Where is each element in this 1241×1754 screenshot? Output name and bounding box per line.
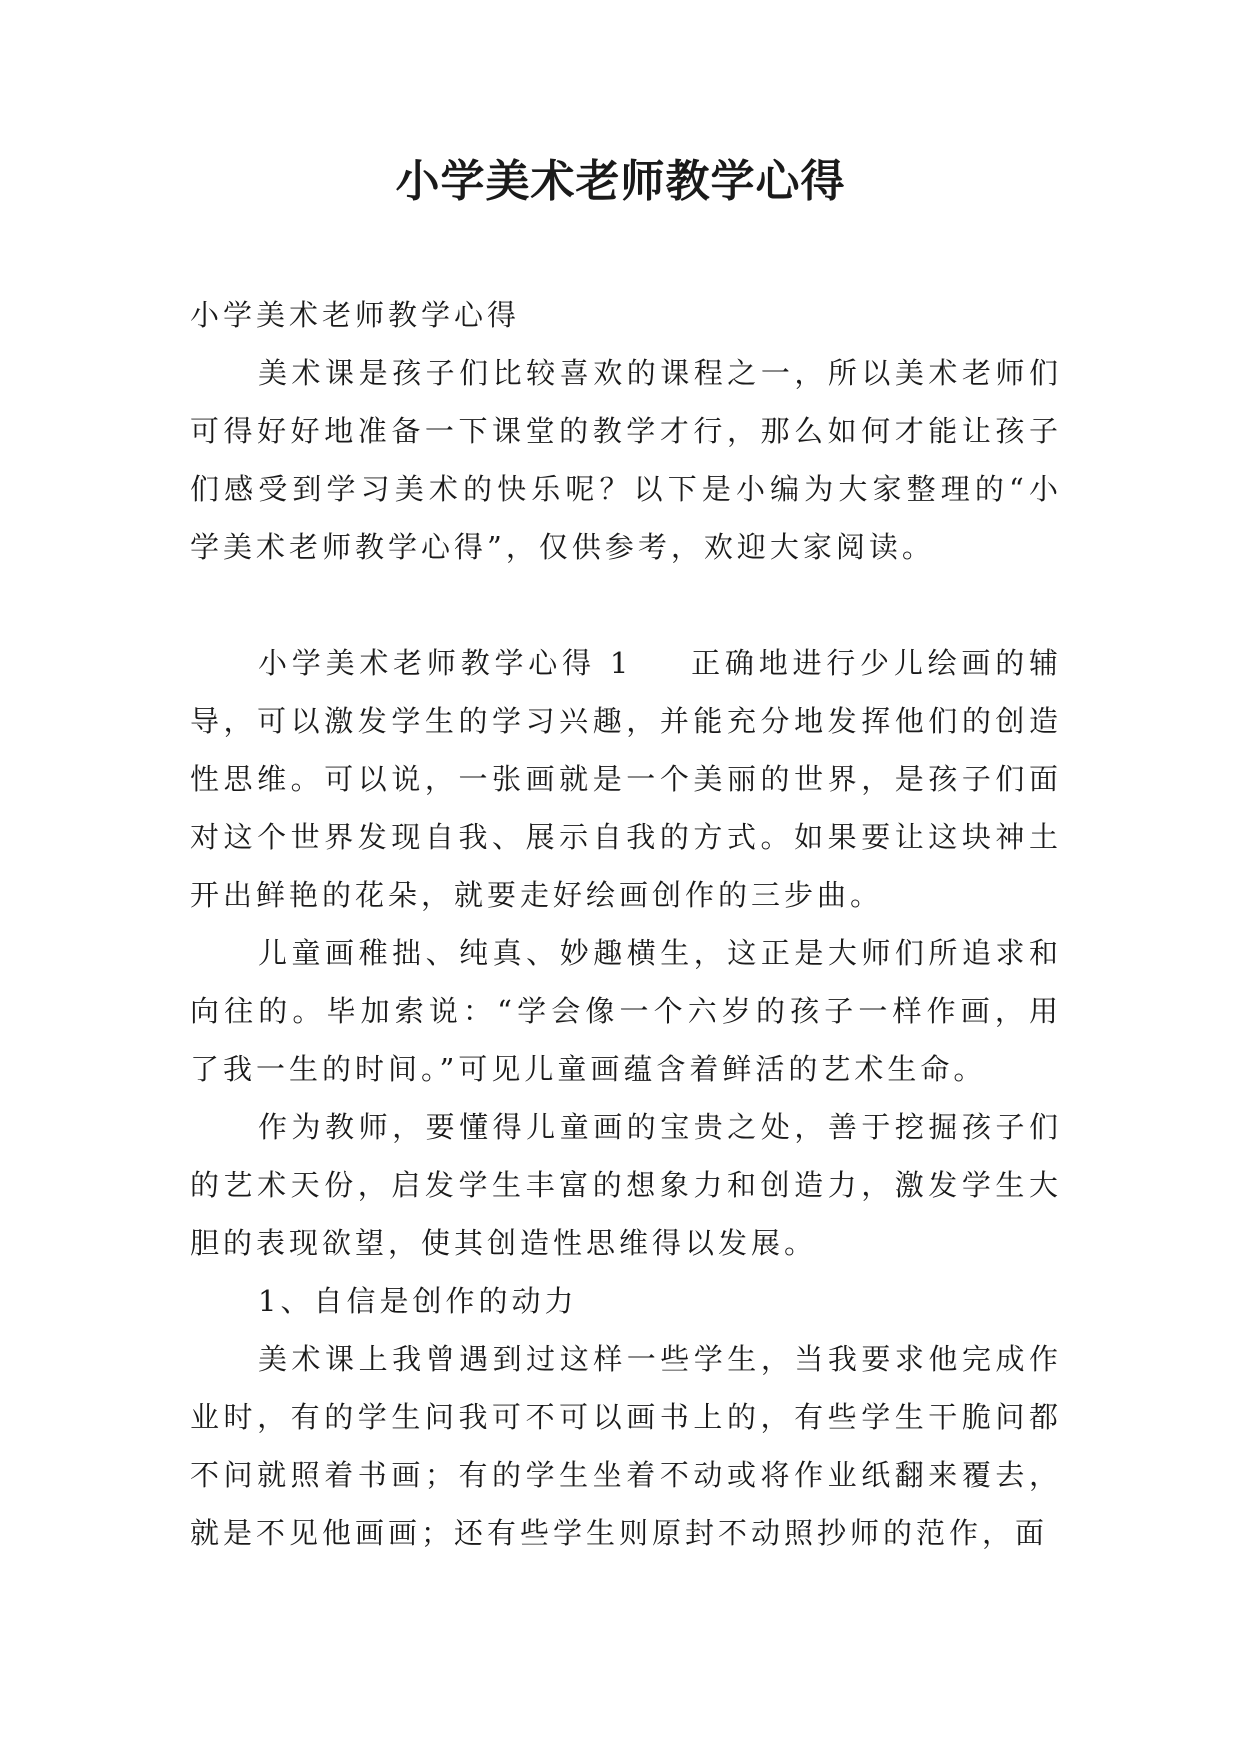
paragraph-2: 儿童画稚拙、纯真、妙趣横生，这正是大师们所追求和向往的。毕加索说：“学会像一个六岁的孩子一样作画，用了我一生的时间。”可见儿童画蕴含着鲜活的艺术生命。 <box>190 936 1062 1086</box>
section-1-text: 正确地进行少儿绘画的辅导，可以激发学生的学习兴趣，并能充分地发挥他们的创造性思维。可以说，一张画就是一个美丽的世界，是孩子们面对这个世界发现自我、展示自我的方式。如果要让这块神土开出鲜艳的花朵，就要走好绘画创作的三步曲。 <box>190 646 1062 912</box>
point-1-heading: 1、自信是创作的动力 <box>258 1284 578 1318</box>
document-title: 小学美术老师教学心得 <box>395 156 846 207</box>
paragraph-spacer <box>190 576 1062 634</box>
paragraph-3: 作为教师，要懂得儿童画的宝贵之处，善于挖掘孩子们的艺术天份，启发学生丰富的想象力和创造力，激发学生大胆的表现欲望，使其创造性思维得以发展。 <box>190 1110 1062 1260</box>
section-1-paragraph <box>190 634 1062 924</box>
document-body <box>190 286 1062 1562</box>
intro-paragraph: 美术课是孩子们比较喜欢的课程之一，所以美术老师们可得好好地准备一下课堂的教学才行，那么如何才能让孩子们感受到学习美术的快乐呢？以下是小编为大家整理的“小学美术老师教学心得”，仅供参考，欢迎大家阅读。 <box>190 356 1062 564</box>
paragraph-4: 美术课上我曾遇到过这样一些学生，当我要求他完成作业时，有的学生问我可不可以画书上的，有些学生干脆问都不问就照着书画；有的学生坐着不动或将作业纸翻来覆去，就是不见他画画；还有些学生则原封不动照抄师的范作，面 <box>190 1342 1062 1550</box>
section-1-heading: 小学美术老师教学心得 1 <box>258 646 633 680</box>
document-subtitle: 小学美术老师教学心得 <box>190 298 521 332</box>
